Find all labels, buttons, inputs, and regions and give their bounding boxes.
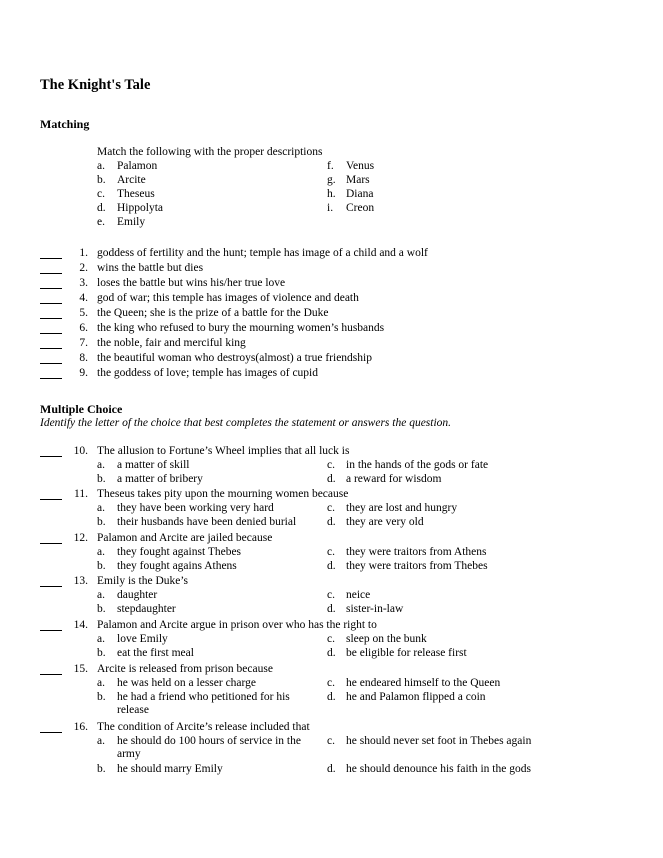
option-letter: d.	[327, 763, 336, 775]
option-d: sister-in-law	[346, 603, 404, 615]
option-a: he should do 100 hours of service in the army	[117, 735, 301, 760]
choice-text: Mars	[346, 174, 370, 186]
option-a: daughter	[117, 589, 158, 601]
question-text: Palamon and Arcite are jailed because	[97, 532, 273, 544]
item-text: god of war; this temple has images of violence and death	[97, 292, 359, 304]
choice-text: Arcite	[117, 174, 146, 186]
item-number: 5.	[79, 307, 88, 319]
choice-text: Venus	[346, 160, 375, 172]
multiple-choice-instruction: Identify the letter of the choice that best completes the statement or answers the question.	[40, 417, 452, 429]
option-a: a matter of skill	[117, 459, 190, 471]
option-c: in the hands of the gods or fate	[346, 459, 489, 471]
option-a: they have been working very hard	[117, 502, 274, 514]
answer-blank[interactable]	[40, 291, 62, 304]
question-number: 12.	[73, 532, 88, 544]
option-letter: a.	[97, 589, 105, 601]
answer-blank[interactable]	[40, 662, 62, 675]
option-letter: b.	[97, 516, 106, 528]
option-letter: d.	[327, 560, 336, 572]
item-text: the goddess of love; temple has images of cupid	[97, 367, 319, 379]
answer-blank[interactable]	[40, 720, 62, 733]
answer-blank[interactable]	[40, 306, 62, 319]
answer-blank[interactable]	[40, 246, 62, 259]
option-d: be eligible for release first	[346, 647, 467, 659]
option-letter: a.	[97, 735, 105, 747]
option-d: he should denounce his faith in the gods	[346, 763, 531, 775]
option-letter: c.	[327, 459, 335, 471]
option-d: he and Palamon flipped a coin	[346, 691, 486, 703]
choice-text: Theseus	[117, 188, 155, 200]
option-letter: a.	[97, 546, 105, 558]
item-text: goddess of fertility and the hunt; temple has image of a child and a wolf	[97, 247, 428, 259]
item-text: loses the battle but wins his/her true love	[97, 277, 286, 289]
choice-text: Emily	[117, 216, 146, 228]
answer-blank[interactable]	[40, 261, 62, 274]
item-text: the king who refused to bury the mourning women’s husbands	[97, 322, 385, 334]
answer-blank[interactable]	[40, 618, 62, 631]
page-title: The Knight's Tale	[40, 77, 151, 93]
option-b: their husbands have been denied burial	[117, 516, 297, 528]
item-number: 4.	[79, 292, 88, 304]
option-letter: a.	[97, 459, 105, 471]
option-b: they fought agains Athens	[117, 560, 237, 572]
option-letter: b.	[97, 691, 106, 703]
option-b: eat the first meal	[117, 647, 194, 659]
option-letter: d.	[327, 691, 336, 703]
option-letter: d.	[327, 603, 336, 615]
choice-letter: d.	[97, 202, 106, 214]
option-letter: c.	[327, 735, 335, 747]
question-text: The condition of Arcite’s release included that	[97, 721, 310, 733]
choice-letter: a.	[97, 160, 105, 172]
option-letter: b.	[97, 473, 106, 485]
question-number: 10.	[73, 445, 88, 457]
answer-blank[interactable]	[40, 531, 62, 544]
option-b: he should marry Emily	[117, 763, 223, 775]
choice-text: Hippolyta	[117, 202, 163, 214]
option-c: they are lost and hungry	[346, 502, 458, 514]
item-text: the beautiful woman who destroys(almost) a true friendship	[97, 352, 372, 364]
option-letter: c.	[327, 589, 335, 601]
option-c: neice	[346, 589, 371, 601]
option-letter: b.	[97, 560, 106, 572]
question-text: Arcite is released from prison because	[97, 663, 273, 675]
answer-blank[interactable]	[40, 487, 62, 500]
choice-letter: i.	[327, 202, 334, 214]
option-c: he should never set foot in Thebes again	[346, 735, 532, 747]
item-number: 9.	[79, 367, 88, 379]
answer-blank[interactable]	[40, 276, 62, 289]
option-letter: b.	[97, 763, 106, 775]
option-d: they are very old	[346, 516, 424, 528]
choice-letter: g.	[327, 174, 336, 186]
question-number: 15.	[73, 663, 88, 675]
item-text: wins the battle but dies	[97, 262, 204, 274]
choice-text: Palamon	[117, 160, 158, 172]
item-number: 1.	[79, 247, 88, 259]
option-letter: b.	[97, 647, 106, 659]
option-letter: c.	[327, 546, 335, 558]
question-number: 11.	[74, 488, 88, 500]
answer-blank[interactable]	[40, 336, 62, 349]
item-number: 2.	[79, 262, 88, 274]
option-d: they were traitors from Thebes	[346, 560, 488, 572]
answer-blank[interactable]	[40, 444, 62, 457]
option-b: stepdaughter	[117, 603, 176, 615]
option-letter: c.	[327, 633, 335, 645]
option-letter: d.	[327, 473, 336, 485]
question-text: Palamon and Arcite argue in prison over who has the right to	[97, 619, 377, 631]
matching-heading: Matching	[40, 117, 90, 131]
item-text: the noble, fair and merciful king	[97, 337, 246, 349]
option-letter: a.	[97, 677, 105, 689]
option-letter: b.	[97, 603, 106, 615]
item-number: 8.	[79, 352, 88, 364]
option-b: a matter of bribery	[117, 473, 203, 485]
choice-letter: h.	[327, 188, 336, 200]
item-number: 7.	[79, 337, 88, 349]
option-c: they were traitors from Athens	[346, 546, 487, 558]
choice-letter: b.	[97, 174, 106, 186]
item-number: 6.	[79, 322, 88, 334]
option-c: he endeared himself to the Queen	[346, 677, 501, 689]
multiple-choice-heading: Multiple Choice	[40, 402, 123, 416]
option-a: love Emily	[117, 633, 168, 645]
item-number: 3.	[79, 277, 88, 289]
question-text: The allusion to Fortune’s Wheel implies that all luck is	[97, 445, 350, 457]
choice-letter: e.	[97, 216, 105, 228]
option-letter: c.	[327, 502, 335, 514]
question-number: 14.	[73, 619, 88, 631]
option-letter: a.	[97, 633, 105, 645]
answer-blank[interactable]	[40, 366, 62, 379]
item-text: the Queen; she is the prize of a battle for the Duke	[97, 307, 329, 319]
question-number: 16.	[73, 721, 88, 733]
question-text: Emily is the Duke’s	[97, 575, 189, 587]
option-letter: a.	[97, 502, 105, 514]
answer-blank[interactable]	[40, 321, 62, 334]
option-letter: d.	[327, 516, 336, 528]
option-c: sleep on the bunk	[346, 633, 427, 645]
option-b: he had a friend who petitioned for his release	[117, 691, 290, 716]
answer-blank[interactable]	[40, 574, 62, 587]
choice-letter: c.	[97, 188, 105, 200]
choice-text: Creon	[346, 202, 375, 214]
option-a: he was held on a lesser charge	[117, 677, 257, 689]
answer-blank[interactable]	[40, 351, 62, 364]
option-letter: d.	[327, 647, 336, 659]
option-a: they fought against Thebes	[117, 546, 242, 558]
question-number: 13.	[73, 575, 88, 587]
matching-instruction: Match the following with the proper descriptions	[97, 146, 323, 158]
option-d: a reward for wisdom	[346, 473, 442, 485]
option-letter: c.	[327, 677, 335, 689]
choice-text: Diana	[346, 188, 374, 200]
choice-letter: f.	[327, 160, 334, 172]
question-text: Theseus takes pity upon the mourning women because	[97, 488, 349, 500]
